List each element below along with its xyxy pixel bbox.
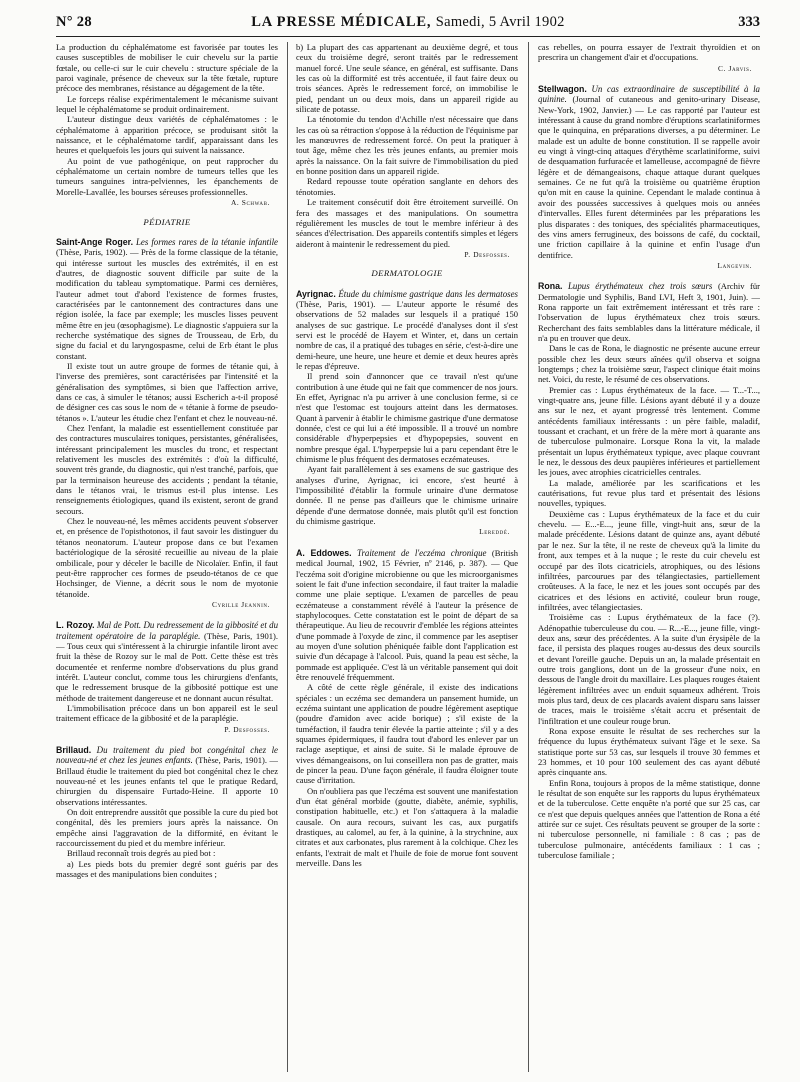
paragraph: Troisième cas : Lupus érythémateux de la face (?). Adénopathie tuberculeuse du cou. — R...-E..., jeune fille, vingt-deux ans, sœur des précédentes. A la suite d'un érysipèle de la face, il persista des plaques rouges au-dessus des deux sourcils et devant l'oreille gauche. Depuis un an, la malade présentait en outre trois ganglions, dont un de la grosseur d'une noix, en dessous de l'angle droit du maxillaire. Les plaques rouges étaient légèrement infiltrées avec un enduit squameux adhérent. Trois mois plus tard, deux de ces placards avaient disparu sans laisser de traces, mais le troisième s'était accru et présentait de l'infiltration et une couleur rouge brun. (538, 612, 760, 726)
entry-text: (British medical Journal, 1902, 15 Février, nº 2146, p. 387). — Que l'eczéma soit d'origine microbienne ou que les microorganismes soient le fait d'une infection secondaire, il faut traiter la maladie comme une plaie septique. L'examen de parcelles de peau eczémateuse a constamment révélé à l'auteur la présence de staphylocoques. Cette constatation est le point de départ de sa thérapeutique. Au lieu de recouvrir d'emblée les régions atteintes d'une pommade à l'oxyde de zinc, il commence par les aseptiser au moyen d'une solution phéniquée faible dont l'application est suivie d'un décapage à l'alcool. Puis, quand la peau est sèche, la pommade est appliquée. C'est là un véritable pansement qui doit être renouvelé fréquemment. (296, 547, 518, 682)
paragraph: La production du céphalématome est favorisée par toutes les causes susceptibles de mobiliser le cuir chevelu sur la partie fœtale, ou celle-ci sur le cuir chevelu : structure spéciale de la paroi vaginale, présence de cheveux sur la tête fœtale, rupture précoce des membranes, résistance au dégagement de la tête. (56, 42, 278, 94)
paragraph: Enfin Rona, toujours à propos de la même statistique, donne le résultat de son enquête sur les rapports du lupus érythémateux et de la tuberculose. Cette enquête n'a porté que sur 25 cas, car ce n'est que depuis quelques années que l'attention de Rona a été attirée sur ce sujet. Ces résultats peuvent se grouper de la sorte : ni tuberculose personnelle, ni familiale : 8 cas ; pas de tuberculose pulmonaire, antécédents familiaux : 1 cas ; tuberculose familiale ; (538, 777, 760, 861)
paragraph: Chez l'enfant, la maladie est essentiellement constituée par des contractures musculaires toniques, persistantes, généralisées, intéressant principalement les muscles du tronc, et respectant relativement les muscles des extrémités : d'où la difficulté, souvent très grande, du diagnostic, qui n'est tranché, parfois, que par la terminaison heureuse des accidents ; pendant la tétanie, dans le tétanos vrai, le trismus est-il plus intense. Les renseignements étiologiques, quand ils existent, seront de grand secours. (56, 423, 278, 516)
issue-date: Samedi, 5 Avril 1902 (435, 14, 565, 30)
review-entry (56, 620, 278, 735)
paragraph: Dans le cas de Rona, le diagnostic ne présente aucune erreur possible chez les deux sœurs aînées qu'il observa et soigna longtemps ; chez la troisième sœur, l'aspect clinique était moins net. Voici, du reste, le résumé de ces observations. (538, 343, 760, 385)
review-entry (56, 237, 278, 610)
entry-author: Stellwagon. (538, 84, 587, 95)
entry-lead (538, 281, 760, 343)
paragraph: a) Les pieds bots du premier degré sont guéris par des massages et des manipulations bien conduites ; (56, 858, 278, 880)
entry-lead (296, 548, 518, 682)
entry-title: Du traitement du pied bot congénital chez le nouveau-né et chez les jeunes enfants. (56, 745, 278, 766)
paragraph: L'auteur distingue deux variétés de céphalématomes : le céphalématome à apparition précoce, se produisant sitôt la naissance, et le céphalématome tardif, apparaissant dans les heures et quelquefois les jours qui suivent la naissance. (56, 114, 278, 156)
paragraph: b) La plupart des cas appartenant au deuxième degré, et tous ceux du troisième degré, seront traités par le redressement manuel forcé. Une seule séance, en général, est suffisante. Dans les cas où la difformité est très accentuée, il faut faire deux ou trois séances. Après le redressement forcé, on immobilise le pied, pendant un ou deux mois, dans un appareil rigide au silicate de potasse. (296, 42, 518, 115)
review-entry (56, 745, 278, 879)
entry-text: (Thèse, Paris, 1901). — Brillaud étudie le traitement du pied bot congénital chez le chez nouveau-né et les jeunes enfants tel que le pratique Redard, chirurgien du dispensaire Furtado-Heine. Il apporte 10 observations intéressantes. (56, 755, 278, 807)
page-number: 333 (738, 14, 760, 30)
paragraph: Premier cas : Lupus érythémateux de la face. — T...-T..., vingt-quatre ans, jeune fille. Lésions ayant débuté il y a douze ans sur le nez, et ayant progressé très lentement. Comme antécédents familiaux intéressants : un père faible, maladif, toussant et crachant, et un frère de la mère mort à quarante ans de tuberculose pulmonaire. Lorsque Rona la vit, la malade présentait un lupus érythémateux typique, avec plaque couvrant le nez, le dessous des deux paupières inférieures et partiellement les joues, avec atrophies cicatricielles centrales. (538, 384, 760, 478)
column-left (56, 42, 278, 1072)
review-entry (296, 289, 518, 538)
paragraph: cas rebelles, on pourra essayer de l'extrait thyroïdien et on prescrira un changement d'air et d'occupations. (538, 42, 760, 63)
entry-author: L. Rozoy. (56, 620, 95, 631)
paragraph: Le forceps réalise expérimentalement le mécanisme suivant lequel le céphalématome se produit ordinairement. (56, 93, 278, 115)
paragraph: L'immobilisation précoce dans un bon appareil est le seul traitement efficace de la gibbosité et de la paraplégie. (56, 702, 278, 724)
entry-title: Mal de Pott. Du redressement de la gibbosité et du traitement opératoire de la paraplégie. (56, 620, 278, 641)
column-divider (287, 42, 288, 1072)
page-header (56, 14, 760, 36)
author-signature: P. Desfosses. (464, 249, 510, 259)
paragraph: Le traitement consécutif doit être étroitement surveillé. On fera des massages et des manipulations. On soumettra régulièrement les muscles de tout le membre inférieur à des séances d'électrisation. Des appareils contentifs simples et légers aideront à maintenir le redressement du pied. (296, 197, 518, 249)
paragraph: Redard repousse toute opération sanglante en dehors des ténotomies. (296, 176, 518, 197)
section-heading: DERMATOLOGIE (371, 268, 443, 279)
paragraph: La ténotomie du tendon d'Achille n'est nécessaire que dans les cas où sa rétraction s'oppose à la réduction de l'équinisme par les manœuvres de redressement forcé. On peut la pratiquer à tout âge, même chez les très jeunes enfants, au premier mois après la naissance. On la fait suivre de l'immobilisation du pied en bonne position dans un appareil rigide. (296, 114, 518, 177)
author-signature: P. Desfosses. (224, 724, 270, 734)
entry-title: Étude du chimisme gastrique dans les dermatoses (338, 288, 518, 299)
entry-text: (Thèse, Paris, 1901). — Tous ceux qui s'intéressent à la chirurgie infantile liront avec fruit la thèse de Rozoy sur le mal de Pott. Cette thèse est très documentée et renferme nombre d'observations du plus grand intérêt. L'auteur conclut, comme tous les chirurgiens d'enfants, que le redressement brusque de la gibbosité pottique est une méthode de traitement dangereuse et ne donnant aucun résultat. (56, 630, 278, 703)
entry-lead (538, 84, 760, 260)
entry-title: Lupus érythémateux chez trois sœurs (567, 281, 713, 292)
author-signature: A. Schwab. (230, 198, 270, 208)
entry-title: Traitement de l'eczéma chronique (357, 547, 487, 558)
author-signature: Lereddé. (479, 527, 510, 537)
paragraph: Deuxième cas : Lupus érythémateux de la face et du cuir chevelu. — E...-E..., jeune fille, vingt-huit ans, sœur de la malade précédente. Lésions datant de quinze ans, ayant débuté par le nez. Sur la tête, il ne reste de cheveux qu'à la limite du front, aux tempes et à la nuque ; le reste du cuir chevelu est occupé par des îlots cicatriciels, atrophiques, ou des lésions infiltrées, parcourues par des télangiectasies, partiellement croûteuses. A la face, le nez et les joues sont occupés par des cicatrices et des lésions en activité, couleur brun rouge, infiltrées, avec télangiectasies. (538, 508, 760, 612)
entry-author: Rona. (538, 281, 563, 292)
review-entry (296, 548, 518, 869)
column-middle (296, 42, 518, 1072)
entry-title: Un cas extraordinaire de susceptibilité à la quinine. (538, 84, 760, 105)
entry-text: (Journal of cutaneous and genito-urinary Disease, New-York, 1902, Janvier.) — Le cas rapporté par l'auteur est intéressant à cause du grand nombre d'éruptions scarlatiniformes que le quinquina, en préparations diverses, a pu déterminer. Le malade est un adulte de bonne constitution. Il se rappelle avoir eu vingt à vingt-cinq attaques d'érythème scarlatiniforme, suivi de desquamation furfuracée et lamelleuse, accompagné de fièvre légère et de démangeaisons, chaque attaque durant quelques semaines. Ce ne fut qu'à la troisième ou quatrième éruption qu'on mit en cause la quinine. Cependant le malade continua à avoir des poussées successives à quelques mois ou années d'intervalles. Elles furent déterminées par les préparations les plus disparates : des toniques, des spécialités pharmaceutiques, des vins amers ferrugineux, des boissons de café, du cocktail, une friction capillaire à la quinine et enfin l'usage d'un dentifrice. (538, 94, 760, 260)
journal-title (56, 14, 760, 31)
header-rule (56, 36, 760, 37)
review-entry (538, 281, 760, 860)
author-signature: Langevin. (717, 260, 752, 270)
entry-author: A. Eddowes. (296, 547, 352, 558)
review-entry (538, 84, 760, 271)
entry-lead (56, 620, 278, 703)
paragraph: Il prend soin d'annoncer que ce travail n'est qu'une contribution à une étude qui ne fait que commencer de nos jours. En effet, Ayrignac n'a pu arriver à une conclusion ferme, si ce n'est que l'estomac est toujours atteint dans les dermatoses. Quant à parvenir à établir le chimisme gastrique d'une dermatose donnée, c'est ce qui lui a été impossible. Il a trouvé un nombre considérable d'hyperpepsies et d'hypopepsies, souvent en nombre presque égal. L'hyperpepsie lui a paru cependant être le chimisme le plus fréquent des dermatoses eczémateuses. (296, 371, 518, 465)
entry-text: (Archiv für Dermatologie und Syphilis, Band LVI, Heft 3, 1901, Juin). — Rona rapporte un fait extrêmement intéressant et très rare : l'observation de lupus érythémateux chez trois sœurs. Recherchant des faits semblables dans la littérature médicale, il n'a pu en trouver que deux. (538, 281, 760, 343)
entry-lead (56, 745, 278, 807)
entry-text: (Thèse, Paris, 1902). — Près de la forme classique de la tétanie, qui intéresse surtout les muscles des extrémités, il en est d'autres, de diagnostic souvent difficile par suite de la modification du tableau symptomatique. Parmi ces dernières, l'auteur admet tout d'abord l'existence de formes frustes, caractérisées par le cantonnement des contractures dans une région isolée, la face par exemple; les muscles lisses peuvent même être en jeu (œsophagisme). Le diagnostic s'appuiera sur la recherche systématique des signes de Trousseau, de Erb, du signe du facial et du laryngospasme, celui de Erb étant le plus constant. (56, 247, 278, 361)
entry-author: Brillaud. (56, 745, 92, 755)
paragraph: On n'oubliera pas que l'eczéma est souvent une manifestation d'un état général morbide (goutte, diabète, anémie, syphilis, constipation habituelle, etc.) et l'on s'attaquera à la maladie causale. On aura recours, suivant les cas, aux purgatifs drastiques, au calomel, au fer, à la quinine, à la strychnine, aux citrates et aux carbonates, plus rarement à la colchique. Chez les enfants, l'extrait de malt et l'huile de foie de morue font souvent merveille. Dans les (296, 785, 518, 869)
author-signature: C. Jarvis. (718, 63, 752, 73)
column-divider (528, 42, 529, 1072)
entry-lead (296, 289, 518, 372)
journal-name: LA PRESSE MÉDICALE, (251, 14, 432, 30)
paragraph: La malade, améliorée par les scarifications et les cautérisations, fut revue plus tard et présentait des lésions nouvelles, typiques. (538, 477, 760, 509)
entry-lead (56, 237, 278, 361)
author-signature: Cyrille Jeannin. (211, 599, 270, 609)
issue-number: N° 28 (56, 14, 92, 30)
paragraph: Il existe tout un autre groupe de formes de tétanie qui, à l'inverse des premières, sont caractérisées par l'intensité et la généralisation des symptômes, si bien que l'affection arrive, dans ce cas, à simuler le tétanos; aussi Escherich a-t-il proposé de désigner ces cas sous le nom de « tétanie à forme de pseudo-tétanos ». L'auteur les étudie chez l'enfant et chez le nouveau-né. (56, 360, 278, 423)
entry-title: Les formes rares de la tétanie infantile (135, 236, 278, 247)
article-columns (56, 42, 760, 1072)
paragraph: On doit entreprendre aussitôt que possible la cure du pied bot congénital, dès les premiers jours après la naissance. On empêche ainsi l'aggravation de la difformité, en évitant le raccourcissement du pied et du membre inférieur. (56, 807, 278, 849)
entry-text: (Thèse, Paris, 1901). — L'auteur apporte le résumé des observations de 52 malades sur lesquels il a pratiqué 150 analyses de suc gastrique. Le procédé d'analyses dont il s'est servi est le procédé de Hayem et Winter, et, dans un certain nombre de cas, il a pratiqué des tubages en série, c'est-à-dire une demi-heure, une heure, une heure et demie et deux heures après le repas d'épreuve. (296, 298, 518, 371)
column-right (538, 42, 760, 1072)
paragraph: Chez le nouveau-né, les mêmes accidents peuvent s'observer et, en présence de l'opisthotonos, il faut savoir les distinguer du tétanos neonatorum. L'auteur propose dans ce but l'examen bactériologique de la sérosité recueillie au niveau de la plaie ombilicale, pour y déceler le bacille de Nicolaïer. Enfin, il faut peut-être rapprocher ces formes de pseudo-tétanos de ce que Hochsinger, de Vienne, a décrit sous le nom de myotonie tétanoïde. (56, 516, 278, 599)
paragraph: Au point de vue pathogénique, on peut rapprocher du céphalématome un certain nombre de tumeurs telles que les tumeurs sanguines intra-pelviennes, les épanchements de Morelle-Lavallée, les bourses séreuses professionnelles. (56, 155, 278, 197)
entry-author: Saint-Ange Roger. (56, 236, 134, 247)
paragraph: A côté de cette règle générale, il existe des indications spéciales : un eczéma sec demandera un pansement humide, un eczéma suintant une application de poudre légèrement aseptique (poudre d'amidon avec acide borique) ; s'il existe de la tuméfaction, il faudra tenir élevée la partie atteinte ; s'il y a des squames épidermiques, il faudra tout d'abord les enlever par un raclage aseptique, et ainsi de suite. Si le malade éprouve de vives démangeaisons, on lui conseillera non pas de gratter, mais de pincer la peau. D'une façon générale, il faudra éloigner toute cause d'irritation. (296, 682, 518, 786)
entry-author: Ayrignac. (296, 288, 336, 299)
paragraph: Rona expose ensuite le résultat de ses recherches sur la fréquence du lupus érythémateux suivant l'âge et le sexe. Sa statistique porte sur 53 cas, sur lesquels il trouve 30 femmes et 23 hommes, et 10 pour 100 seulement des cas ayant débuté après cinquante ans. (538, 726, 760, 778)
paragraph: Ayant fait parallèlement à ses examens de suc gastrique des analyses d'urine, Ayrignac, ici encore, s'est heurté à l'impossibilité d'établir la formule urinaire d'une dermatose donnée. Il ne pense pas d'ailleurs que le chimisme urinaire dépende d'une dermatose donnée, mais plutôt qu'il est fonction du chimisme gastrique. (296, 464, 518, 527)
paragraph: Brillaud reconnaît trois degrés au pied bot : (67, 848, 216, 859)
section-heading: PÉDIATRIE (143, 216, 191, 227)
